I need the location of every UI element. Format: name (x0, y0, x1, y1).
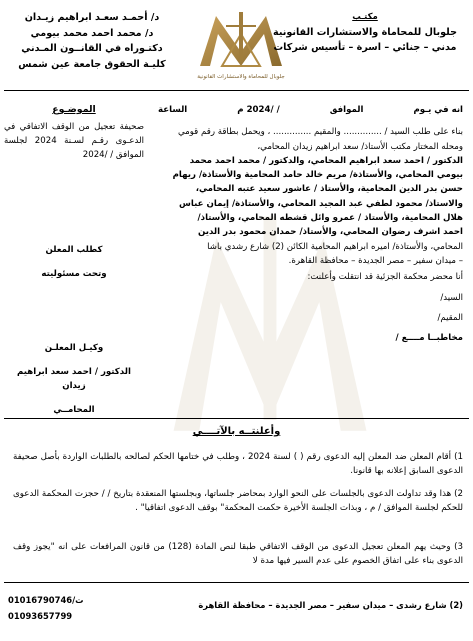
date-line-a: انه في يـوم (413, 105, 463, 115)
section-divider (4, 418, 469, 419)
sidebar-agent (4, 341, 144, 417)
footer-phone-2: 01093657799 (8, 611, 73, 621)
sidebar-plaintiff (4, 243, 144, 281)
body-line-8: احمد اشرف رضوان المحامي، والأستاذ/ حمدان محمود بدر الدين (197, 227, 463, 238)
body-line-5: حسن بدر الدين المحامية، والأستاذ / عاشور سعيد عتبه المحامي، (195, 184, 463, 195)
body-line-1: بناء على طلب السيد / .............. والمقيم .............. ، ويحمل بطاقة رقم قومي (177, 127, 463, 138)
subject-body: صحيفة تعجيل من الوقف الاتفاقي في الدعـوى رقـم لسـنة 2024 لجلسة الموافق / /2024 (4, 122, 144, 160)
main-declaration (158, 103, 463, 345)
header-right-line2: جلوبال للمحاماة والاستشارات القانونية (273, 27, 457, 38)
date-line-d: الساعة (158, 105, 188, 115)
served-line: أنا محضر محكمة الجزئية قد انتقلت وأعلنت: (307, 272, 463, 283)
footer-divider (4, 582, 469, 583)
header-divider (4, 90, 469, 91)
header-left-line3: دكتـوراه في القانــون المـدني (21, 43, 163, 54)
addressed-with: مخاطبــا مــــع / (395, 333, 463, 344)
date-line-c: / /2024 م (237, 105, 280, 115)
body-line-9: المحامي، والأستاذة/ اميره ابراهيم المحامية الكائن (2) شارع رشدي باشا (207, 241, 463, 252)
body-line-7: هلال المحامية، والأستاذ / عمرو وائل قشطه المحامي، والأستاذ/ (197, 213, 463, 224)
header-left-line2: د/ محمد احمد محمد بيومي (30, 27, 154, 39)
footer-phones (8, 592, 84, 624)
body-line-3: الدكتور / احمد سعد ابراهيم المحامي، والدكتور / محمد احمد محمد (189, 155, 463, 166)
body-line-6: والاستاذ/ محمود لطفي عبد المجيد المحامي، والأستاذة/ إيمان عباس (179, 198, 463, 209)
notice-heading: وأعلنتــه بالآتــــي (192, 426, 281, 437)
paragraph-1: 1) أقام المعلن ضد المعلن إليه الدعوى رقم ( ) لسنة 2024 ، وطلب في ختامها الحكم لصالحه بالطلبات الواردة بأصل صحيفة الدعوى السابق إعلانه بها قانونا. (13, 452, 463, 477)
residing: المقيم/ (437, 312, 463, 323)
header-right-line3: مدني – جنائي – اسرة – تأسيس شركات (273, 42, 457, 53)
agent-title: المحامــي (53, 405, 95, 415)
served-to: السيد/ (440, 292, 463, 303)
plaintiff-sub: وتحت مسئوليته (41, 269, 107, 279)
agent-name: الدكتور / احمد سعد ابراهيم زيدان (17, 367, 131, 391)
paragraph-2: 2) هذا وقد تداولت الدعوى بالجلسات على النحو الوارد بمحاضر جلساتها، وبجلستها المنعقدة بتاريخ / / حجزت المحكمة الدعوى للحكم لجلسة الموافق / م ، وبذات الجلسة الأخيرة حكمت المحكمة" بوقف الدعوى اتفاقيا" . (13, 489, 463, 514)
header-left-line1: د/ أحمـد سعـد ابراهيم زيـدان (24, 12, 160, 23)
header-firm-block (265, 10, 465, 55)
paragraph-3: 3) وحيث يهم المعلن تعجيل الدعوى من الوقف الاتفاقي طبقا لنص المادة (128) من قانون المرافعات على انه "يجوز وقف الدعوى بناء على اتفاق الخصوم على عدم السير فيها مدة لا (13, 542, 463, 567)
header-lawyers-block (6, 10, 178, 72)
subject-heading: الموضـوع (52, 104, 96, 115)
body-line-4: بيومي المحامي، والأستاذة/ مريم خالد حامد المحامية والأستاذة/ ريهام (172, 170, 463, 181)
date-line (158, 103, 463, 117)
body-line-10: – ميدان سفير – مصر الجديدة – محافظة القاهرة. (288, 255, 463, 266)
header-right-line1: مكتـب (352, 12, 378, 22)
header-left-line4: كليـة الحقوق جامعة عين شمس (18, 58, 166, 70)
date-line-b: الموافق (329, 105, 364, 115)
agent-label: وكيـل المعلـن (44, 343, 104, 353)
body-line-2: ومحله المختار مكتب الأستاذ/ سعد ابراهيم زيدان المحامي، (257, 141, 463, 152)
sidebar-subject (4, 103, 144, 162)
footer-phone-1: ت/01016790746 (8, 595, 84, 605)
footer-address: (2) شارع رشدى – ميدان سفير – مصر الجديدة – محافظة القاهرة (198, 600, 463, 610)
logo-caption: جلوبال للمحاماة والاستشارات القانونية (197, 74, 285, 80)
plaintiff-label: كطلب المعلن (45, 245, 103, 255)
